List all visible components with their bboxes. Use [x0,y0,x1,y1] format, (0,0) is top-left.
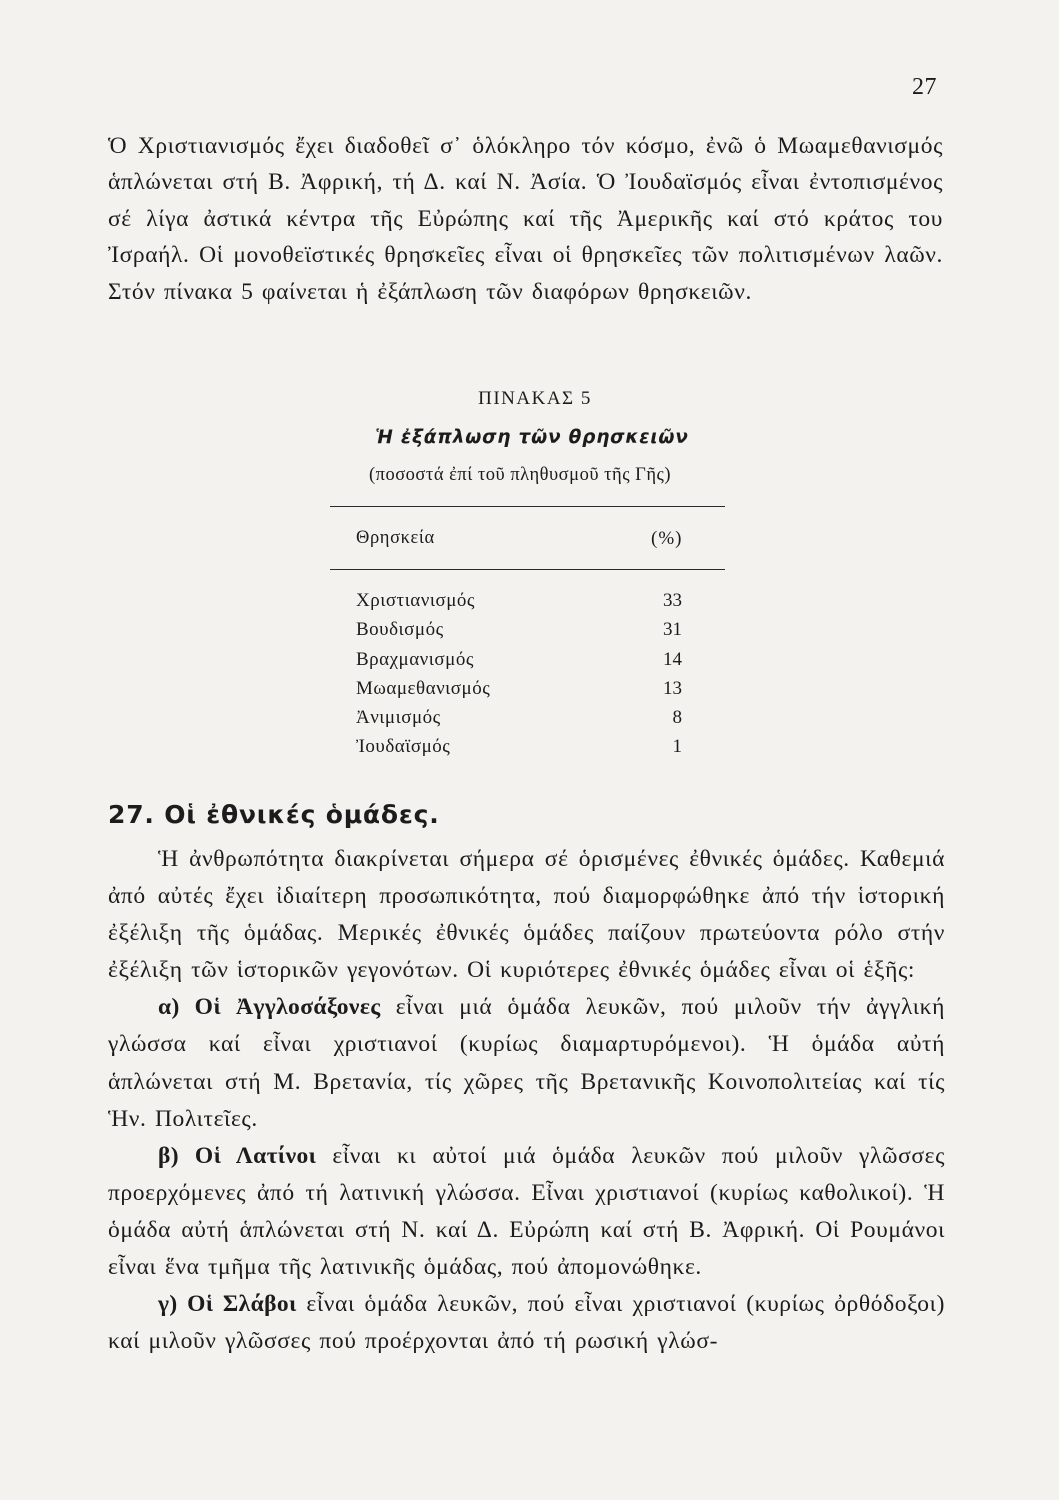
religion-name: Βραχμανισμός [356,648,474,670]
religion-name: Μωαμεθανισμός [356,677,491,699]
item-c-text: εἶναι ὁμάδα λευκῶν, πού εἶναι χριστιανοί (κυρίως ὀρθόδοξοι) καί μιλοῦν γλῶσσες πού προέρχονται ἀπό τή ρωσική γλώσ- [108,1291,946,1355]
item-a-label: α) Οἱ Ἀγγλοσάξονες [158,994,381,1021]
item-c-label: γ) Οἱ Σλάβοι [158,1291,297,1318]
religion-name: Χριστιανισμός [356,590,475,611]
table-header-percent: (%) [651,528,683,549]
religion-percent: 13 [663,677,682,699]
table-number: ΠΙΝΑΚΑΣ 5 [478,388,592,409]
table-header-row [318,507,722,569]
item-b-label: β) Οἱ Λατίνοι [158,1142,317,1169]
table-header-rule [330,569,725,570]
table-row [318,732,722,761]
item-b-paragraph [108,1138,945,1286]
section-heading: 27. Οἱ ἐθνικές ὁμάδες. [108,800,440,829]
table-row [318,615,722,644]
table-row [318,586,722,615]
religion-percent: 33 [663,590,682,611]
religion-percent: 1 [672,736,682,758]
section-intro-paragraph: Ἡ ἀνθρωπότητα διακρίνεται σήμερα σέ ὁρισμένες ἐθνικές ὁμάδες. Καθεμιά ἀπό αὐτές ἔχει ἰδιαίτερη προσωπικότητα, πού διαμορφώθηκε ἀπό τήν ἱστορική ἐξέλιξη τῆς ὁμάδας. Μερικές ἐθνικές ὁμάδες παίζουν πρωτεύοντα ρόλο στήν ἐξέλιξη τῶν ἱστορικῶν γεγονότων. Οἱ κυριότερες ἐθνικές ὁμάδες εἶναι οἱ ἑξῆς: [108,846,945,984]
intro-paragraph: Ὁ Χριστιανισμός ἔχει διαδοθεῖ σ᾽ ὁλόκληρο τόν κόσμο, ἐνῶ ὁ Μωαμεθανισμός ἁπλώνεται στή Β. Ἀφρική, τή Δ. καί Ν. Ἀσία. Ὁ Ἰουδαϊσμός εἶναι ἐντοπισμένος σέ λίγα ἀστικά κέντρα τῆς Εὐρώπης καί τῆς Ἀμερικῆς καί στό κράτος του Ἰσραήλ. Οἱ μονοθεϊστικές θρησκεῖες εἶναι οἱ θρησκεῖες τῶν πολιτισμένων λαῶν. Στόν πίνακα 5 φαίνεται ἡ ἐξάπλωση τῶν διαφόρων θρησκειῶν. [108,133,943,305]
religion-percent: 31 [663,619,682,641]
table-row [318,703,722,732]
item-b-text: εἶναι κι αὐτοί μιά ὁμάδα λευκῶν πού μιλοῦν γλῶσσες προερχόμενες ἀπό τή λατινική γλώσσα. Εἶναι χριστιανοί (κυρίως καθολικοί). Ἡ ὁμάδα αὐτή ἁπλώνεται στή Ν. καί Δ. Εὐρώπη καί στή Β. Ἀφρική. Οἱ Ρουμάνοι εἶναι ἕνα τμῆμα τῆς λατινικῆς ὁμάδας, πού ἀπομονώθηκε. [108,1142,946,1281]
table-title: Ἡ ἐξάπλωση τῶν θρησκειῶν [375,427,689,448]
item-a-text: εἶναι μιά ὁμάδα λευκῶν, πού μιλοῦν τήν ἀγγλική γλώσσα καί εἶναι χριστιανοί (κυρίως διαμαρτυρόμενοι). Ἡ ὁμάδα αὐτή ἁπλώνεται στή Μ. Βρετανία, τίς χῶρες τῆς Βρετανικῆς Κοινοπολιτείας καί τίς Ἡν. Πολιτεῖες. [108,994,945,1132]
religion-name: Ἀνιμισμός [356,707,441,729]
table-subtitle: (ποσοστά ἐπί τοῦ πληθυσμοῦ τῆς Γῆς) [368,465,672,485]
religion-percent: 8 [672,707,682,729]
religions-table [318,384,722,762]
table-header-religion: Θρησκεία [356,528,435,548]
table-row [318,674,722,703]
item-c-paragraph [108,1286,945,1360]
religion-name: Ἰουδαϊσμός [356,736,451,758]
religion-percent: 14 [663,648,682,670]
page-number: 27 [912,74,937,100]
table-row [318,645,722,674]
religion-name: Βουδισμός [356,619,444,641]
section-body [108,841,945,1360]
item-a-paragraph [108,989,945,1137]
table-body [318,586,722,762]
